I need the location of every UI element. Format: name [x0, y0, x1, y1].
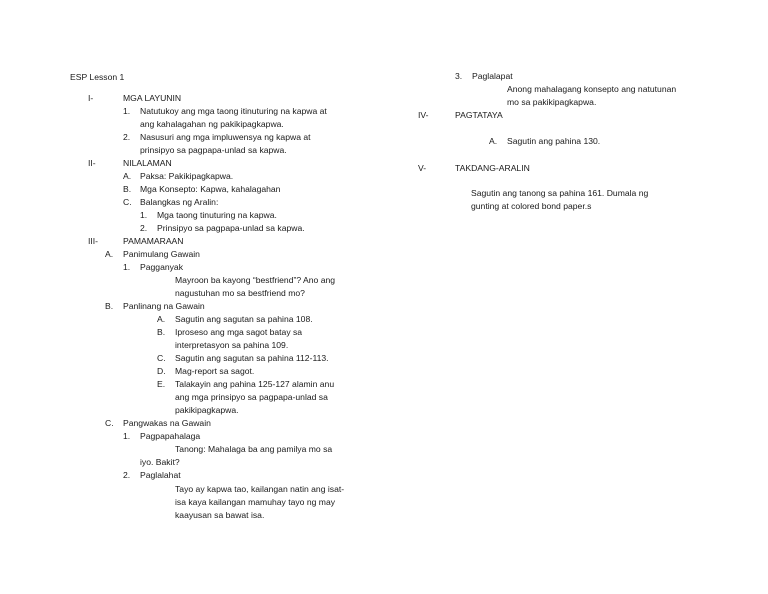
procedure-c-number: C.	[105, 418, 114, 428]
activity-e-line-2: ang mga prinsipyo sa pagpapa-unlad sa	[175, 392, 328, 402]
application-line-1: Anong mahalagang konsepto ang natutunan	[507, 84, 677, 94]
section-5-heading: TAKDANG-ARALIN	[455, 163, 530, 173]
procedure-b-text: Panlinang na Gawain	[123, 301, 205, 311]
activity-b-number: B.	[157, 327, 166, 337]
procedure-c-text: Pangwakas na Gawain	[123, 418, 211, 428]
application-line-2: mo sa pakikipagkapwa.	[507, 97, 597, 107]
section-5-number: V-	[418, 163, 427, 173]
activity-b-line-1: Iproseso ang mga sagot batay sa	[175, 327, 303, 337]
section-3-number: III-	[88, 236, 99, 246]
procedure-c2-text: Paglalahat	[140, 470, 181, 480]
outline-2-number: 2.	[140, 223, 148, 233]
assignment-line-1: Sagutin ang tanong sa pahina 161. Dumala ng	[471, 188, 649, 198]
activity-e-number: E.	[157, 379, 166, 389]
activity-c-number: C.	[157, 353, 166, 363]
activity-d-line-1: Mag-report sa sagot.	[175, 366, 255, 376]
objective-2-line-1: Nasusuri ang mga impluwensya ng kapwa at	[140, 132, 311, 142]
activity-a-number: A.	[157, 314, 166, 324]
activity-a-line-1: Sagutin ang sagutan sa pahina 108.	[175, 314, 313, 324]
section-2-heading: NILALAMAN	[123, 158, 172, 168]
objective-2-line-2: prinsipyo sa pagpapa-unlad sa kapwa.	[140, 145, 287, 155]
objective-1-line-2: ang kahalagahan ng pakikipagkapwa.	[140, 119, 284, 129]
procedure-b-number: B.	[105, 301, 114, 311]
procedure-a1-text: Pagganyak	[140, 262, 184, 272]
evaluation-a-text: Sagutin ang pahina 130.	[507, 136, 601, 146]
valuing-line-2: iyo. Bakit?	[140, 457, 180, 467]
outline-2-text: Prinsipyo sa pagpapa-unlad sa kapwa.	[157, 223, 305, 233]
activity-b-line-2: interpretasyon sa pahina 109.	[175, 340, 289, 350]
outline-1-number: 1.	[140, 210, 148, 220]
document-title: ESP Lesson 1	[70, 72, 125, 82]
procedure-c3-text: Paglalapat	[472, 71, 513, 81]
content-c-text: Balangkas ng Aralin:	[140, 197, 219, 207]
procedure-c1-number: 1.	[123, 431, 131, 441]
activity-c-line-1: Sagutin ang sagutan sa pahina 112-113.	[175, 353, 329, 363]
content-b-number: B.	[123, 184, 132, 194]
generalization-line-1: Tayo ay kapwa tao, kailangan natin ang isat-	[175, 484, 345, 494]
procedure-a-number: A.	[105, 249, 114, 259]
assignment-line-2: gunting at colored bond paper.s	[471, 201, 592, 211]
activity-d-number: D.	[157, 366, 166, 376]
section-4-heading: PAGTATAYA	[455, 110, 503, 120]
generalization-line-3: kaayusan sa bawat isa.	[175, 510, 265, 520]
content-c-number: C.	[123, 197, 132, 207]
content-a-number: A.	[123, 171, 132, 181]
activity-e-line-1: Talakayin ang pahina 125-127 alamin anu	[175, 379, 335, 389]
content-b-text: Mga Konsepto: Kapwa, kahalagahan	[140, 184, 281, 194]
motivation-line-2: nagustuhan mo sa bestfriend mo?	[175, 288, 305, 298]
procedure-c2-number: 2.	[123, 470, 131, 480]
content-a-text: Paksa: Pakikipagkapwa.	[140, 171, 234, 181]
section-4-number: IV-	[418, 110, 429, 120]
section-1-number: I-	[88, 93, 94, 103]
objective-2-number: 2.	[123, 132, 131, 142]
objective-1-number: 1.	[123, 106, 131, 116]
procedure-c1-text: Pagpapahalaga	[140, 431, 201, 441]
evaluation-a-number: A.	[489, 136, 498, 146]
procedure-a-text: Panimulang Gawain	[123, 249, 200, 259]
procedure-a1-number: 1.	[123, 262, 131, 272]
outline-1-text: Mga taong tinuturing na kapwa.	[157, 210, 277, 220]
generalization-line-2: isa kaya kailangan mamuhay tayo ng may	[175, 497, 336, 507]
objective-1-line-1: Natutukoy ang mga taong itinuturing na kapwa at	[140, 106, 327, 116]
section-1-heading: MGA LAYUNIN	[123, 93, 182, 103]
section-2-number: II-	[88, 158, 96, 168]
motivation-line-1: Mayroon ba kayong “bestfriend”? Ano ang	[175, 275, 336, 285]
section-3-heading: PAMAMARAAN	[123, 236, 184, 246]
activity-e-line-3: pakikipagkapwa.	[175, 405, 239, 415]
procedure-c3-number: 3.	[455, 71, 463, 81]
valuing-line-1: Tanong: Mahalaga ba ang pamilya mo sa	[175, 444, 333, 454]
